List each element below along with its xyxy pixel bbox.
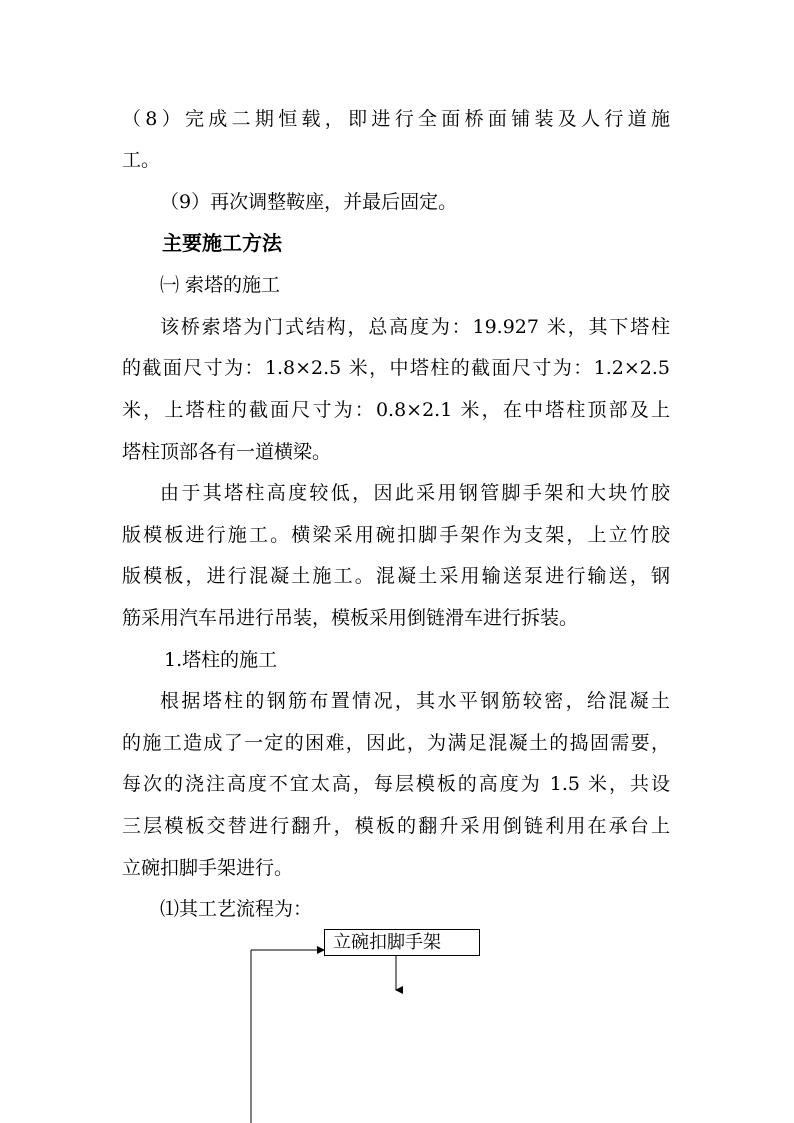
process-flow-label: ⑴其工艺流程为： (160, 898, 313, 920)
paragraph-column-line-5: 立碗扣脚手架进行。 (122, 857, 294, 879)
paragraph-column-line-1: 根据塔柱的钢筋布置情况，其水平钢筋较密，给混凝土 (160, 690, 670, 712)
paragraph-tower-line-1: 该桥索塔为门式结构，总高度为：19.927 米，其下塔柱 (160, 316, 670, 338)
paragraph-tower-line-3: 米，上塔柱的截面尺寸为：0.8×2.1 米，在中塔柱顶部及上 (122, 399, 670, 421)
paragraph-method-line-1: 由于其塔柱高度较低，因此采用钢管脚手架和大块竹胶 (160, 482, 670, 504)
paragraph-tower-line-2: 的截面尺寸为：1.8×2.5 米，中塔柱的截面尺寸为：1.2×2.5 (122, 357, 670, 379)
paragraph-method-line-4: 筋采用汽车吊进行吊装，模板采用倒链滑车进行拆装。 (122, 607, 579, 629)
paragraph-column-line-3: 每次的浇注高度不宜太高，每层模板的高度为 1.5 米，共设 (122, 773, 670, 795)
paragraph-tower-line-4: 塔柱顶部各有一道横梁。 (122, 441, 332, 463)
paragraph-column-line-2: 的施工造成了一定的困难，因此，为满足混凝土的捣固需要， (122, 732, 670, 754)
paragraph-column-line-4: 三层模板交替进行翻升，模板的翻升采用倒链利用在承台上 (122, 815, 670, 837)
subsection-heading: ㈠ 索塔的施工 (160, 274, 281, 296)
subheading-tower-column: 1.塔柱的施工 (164, 649, 278, 671)
paragraph-step-8-line-1: （8）完成二期恒载，即进行全面桥面铺装及人行道施 (122, 108, 670, 130)
paragraph-step-9: （9）再次调整鞍座，并最后固定。 (160, 191, 458, 213)
paragraph-method-line-2: 版模板进行施工。横梁采用碗扣脚手架作为支架，上立竹胶 (122, 524, 670, 546)
paragraph-method-line-3: 版模板，进行混凝土施工。混凝土采用输送泵进行输送，钢 (122, 565, 670, 587)
section-heading: 主要施工方法 (162, 231, 282, 255)
flowchart-step-box: 立碗扣脚手架 (324, 929, 480, 956)
paragraph-step-8-line-2: 工。 (122, 149, 161, 171)
